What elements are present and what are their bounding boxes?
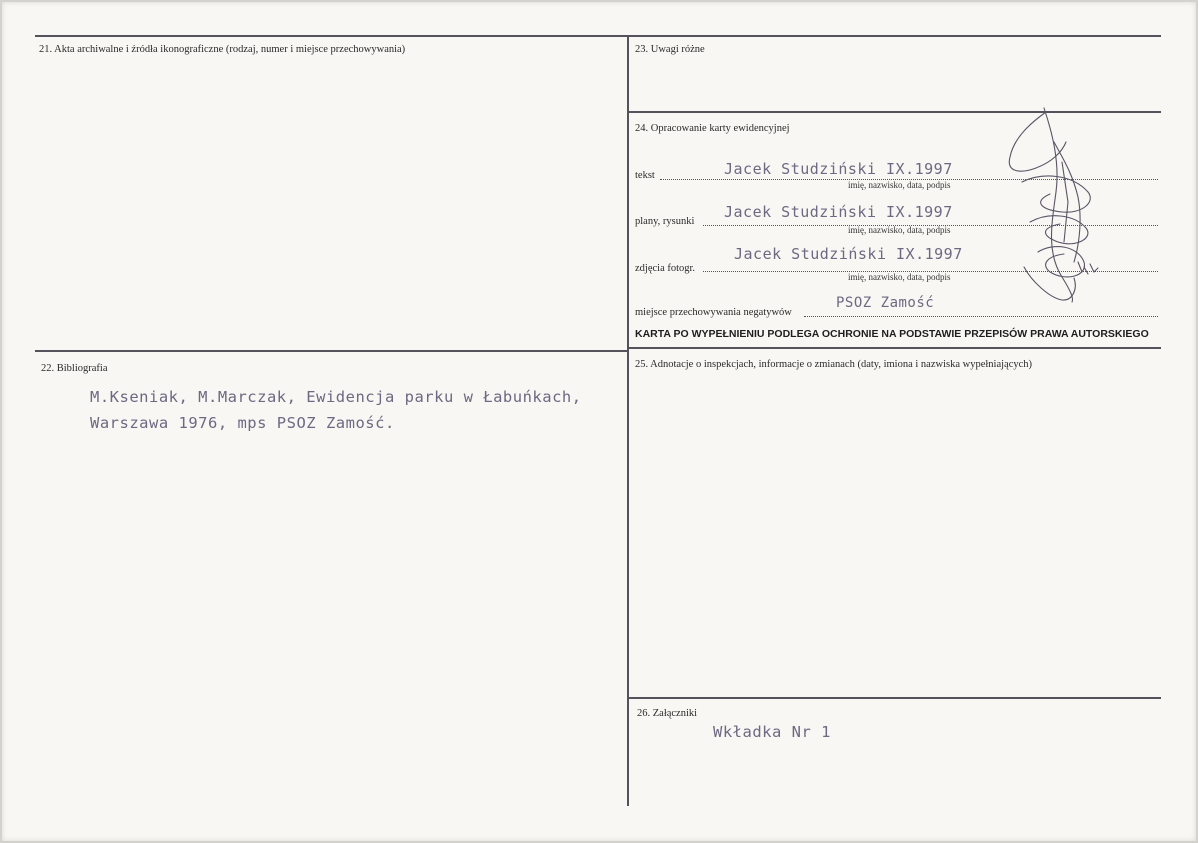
negatives-dotted-line [804,316,1158,317]
row-plany-value: Jacek Studziński IX.1997 [724,203,953,221]
row-tekst-value: Jacek Studziński IX.1997 [724,160,953,178]
attachments-value: Wkładka Nr 1 [713,723,831,741]
section-23-label: 23. Uwagi różne [635,44,705,55]
rule-25-26 [629,697,1161,699]
section-25-label: 25. Adnotacje o inspekcjach, informacje o zmianach (daty, imiona i nazwiska wypełniających) [635,359,1033,370]
bibliography-line-1: M.Kseniak, M.Marczak, Ewidencja parku w Łabuńkach, [90,388,582,406]
rule-mid-left [35,350,629,352]
negatives-value: PSOZ Zamość [836,295,935,311]
top-rule-right [629,35,1161,37]
row-plany-caption: imię, nazwisko, data, podpis [848,225,951,235]
section-24-label: 24. Opracowanie karty ewidencyjnej [635,123,790,134]
section-26-label: 26. Załączniki [637,708,698,719]
section-21-label: 21. Akta archiwalne i źródła ikonograficzne (rodzaj, numer i miejsce przechowywania) [39,44,406,55]
handwritten-signature [1002,102,1112,307]
row-tekst-label: tekst [635,170,655,181]
row-plany-label: plany, rysunki [635,216,695,227]
top-rule-left [35,35,629,37]
bibliography-line-2: Warszawa 1976, mps PSOZ Zamość. [90,414,395,432]
center-vertical-rule [627,35,629,806]
section-22-label: 22. Bibliografia [41,363,108,374]
rule-mid-right [629,347,1161,349]
row-tekst-caption: imię, nazwisko, data, podpis [848,180,951,190]
record-card [2,2,1196,841]
row-zdjecia-caption: imię, nazwisko, data, podpis [848,272,951,282]
negatives-label: miejsce przechowywania negatywów [635,307,792,318]
copyright-notice: KARTA PO WYPEŁNIENIU PODLEGA OCHRONIE NA PODSTAWIE PRZEPISÓW PRAWA AUTORSKIEGO [635,328,1149,340]
row-zdjecia-value: Jacek Studziński IX.1997 [734,245,963,263]
row-zdjecia-label: zdjęcia fotogr. [635,263,696,274]
